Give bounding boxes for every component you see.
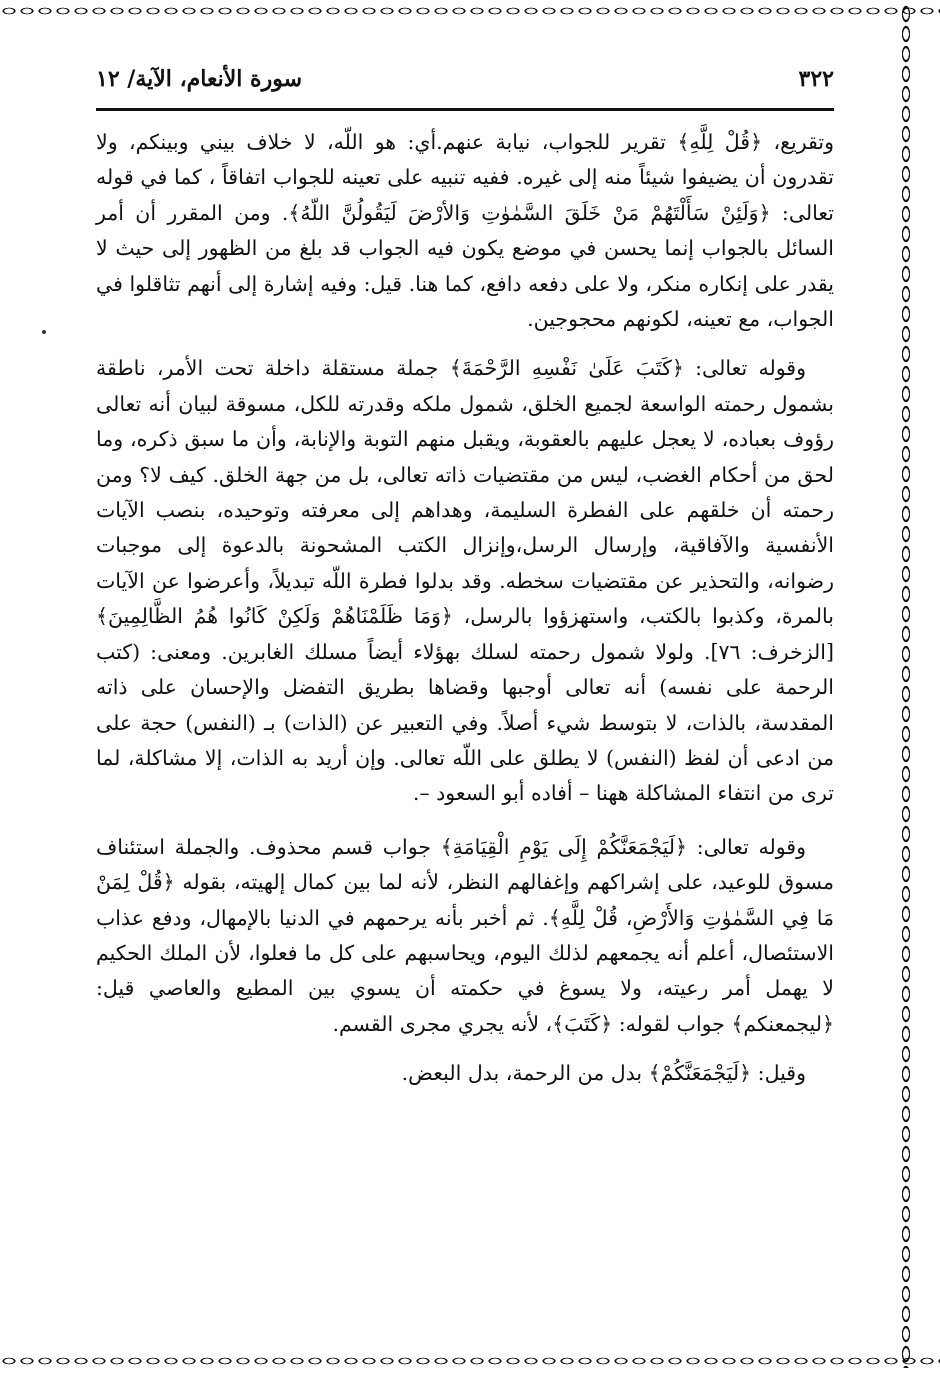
paragraph-gap — [96, 337, 834, 351]
book-page — [96, 66, 834, 1092]
paragraph-3: وقوله تعالى: ﴿لَيَجْمَعَنَّكُمْ إِلَى يَوْمِ الْقِيَامَةِ﴾ جواب قسم محذوف. والجملة استئناف مسوق للوعيد، على إشراكهم وإغفالهم النظر، لأنه لما بين كمال إلهيته، بقوله ﴿قُلْ لِمَنْ مَا فِي السَّمٰوٰتِ وَالأَرْضِ، قُلْ لِلَّهِ﴾. ثم أخبر بأنه يرحمهم في الدنيا بالإمهال، ودفع عذاب الاستئصال، أعلم أنه يجمعهم لذلك اليوم، ويحاسبهم على كل ما فعلوا، لأن الملك الحكيم لا يهمل أمر رعيته، ولا يسوغ في حكمته أن يسوي بين المطيع والعاصي قيل: ﴿ليجمعنكم﴾ جواب لقوله: ﴿كَتَبَ﴾، لأنه يجري مجرى القسم. — [96, 834, 834, 1036]
header-rule — [96, 108, 834, 111]
paragraph-2: وقوله تعالى: ﴿كَتَبَ عَلَىٰ نَفْسِهِ الرَّحْمَةَ﴾ جملة مستقلة داخلة تحت الأمر، ناطقة بشمول رحمته الواسعة لجميع الخلق، شمول ملكه وقدرته للكل، مسوقة لبيان أنه تعالى رؤوف بعباده، لا يعجل عليهم بالعقوبة، ويقبل منهم التوبة والإنابة، وأن ما سبق ذكره، وما لحق من أحكام الغضب، ليس من مقتضيات ذاته تعالى، بل من جهة الخلق. كيف لا؟ ومن رحمته أن خلقهم على الفطرة السليمة، وهداهم إلى معرفته وتوحيده، بنصب الآيات الأنفسية والآفاقية، وإرسال الرسل،وإنزال الكتب المشحونة بالدعوة إلى موجبات رضوانه، والتحذير عن مقتضيات سخطه. وقد بدلوا فطرة اللّه تبديلاً، وأعرضوا عن الآيات بالمرة، وكذبوا بالكتب، واستهزؤوا بالرسل، ﴿وَمَا ظَلَمْنَاهُمْ وَلَكِنْ كَانُوا هُمُ الظَّالِمِينَ﴾ [الزخرف: ٧٦]. ولولا شمول رحمته لسلك بهؤلاء أيضاً مسلك الغابرين. ومعنى: (كتب الرحمة على نفسه) أنه تعالى أوجبها وقضاها بطريق التفضل والإحسان على ذاته المقدسة، بالذات، لا بتوسط شيء أصلاً. وفي التعبير عن (الذات) بـ (النفس) حجة على من ادعى أن لفظ (النفس) لا يطلق على اللّه تعالى. وإن أريد به الذات، إلا مشاكلة، لما ترى من انتفاء المشاكلة ههنا – أفاده أبو السعود –. — [96, 356, 834, 806]
paragraph-gap — [96, 1042, 834, 1056]
running-title: سورة الأنعام، الآية/ ١٢ — [96, 66, 302, 92]
page-header — [96, 66, 834, 106]
paragraph-4: وقيل: ﴿لَيَجْمَعَنَّكُمْ﴾ بدل من الرحمة، بدل البعض. — [401, 1061, 806, 1086]
bottom-chain-border — [0, 1354, 940, 1368]
page-number: ٣٢٢ — [798, 66, 834, 92]
paragraph-1: وتقريع، ﴿قُلْ لِلَّهِ﴾ تقرير للجواب، نيابة عنهم.أي: هو اللّه، لا خلاف بيني وبينكم، ولا تقدرون أن يضيفوا شيئاً منه إلى غيره. ففيه تنبيه على تعينه للجواب اتفاقاً ، كما في قوله تعالى: ﴿وَلَئِنْ سَأَلْتَهُمْ مَنْ خَلَقَ السَّمٰوٰتِ وَالأرْضَ لَيَقُولُنَّ اللّهُ﴾. ومن المقرر أن أمر السائل بالجواب إنما يحسن في موضع يكون فيه الجواب قد بلغ من الظهور إلى حيث لا يقدر على إنكاره منكر، ولا على دفعه دافع، كما هنا. قيل: وفيه إشارة إلى أنهم تثاقلوا في الجواب، مع تعينه، لكونهم محجوجين. — [96, 130, 834, 332]
top-chain-border — [0, 4, 940, 18]
paragraph-gap — [96, 812, 834, 830]
right-chain-border — [896, 4, 916, 1368]
margin-dot — [42, 330, 46, 334]
